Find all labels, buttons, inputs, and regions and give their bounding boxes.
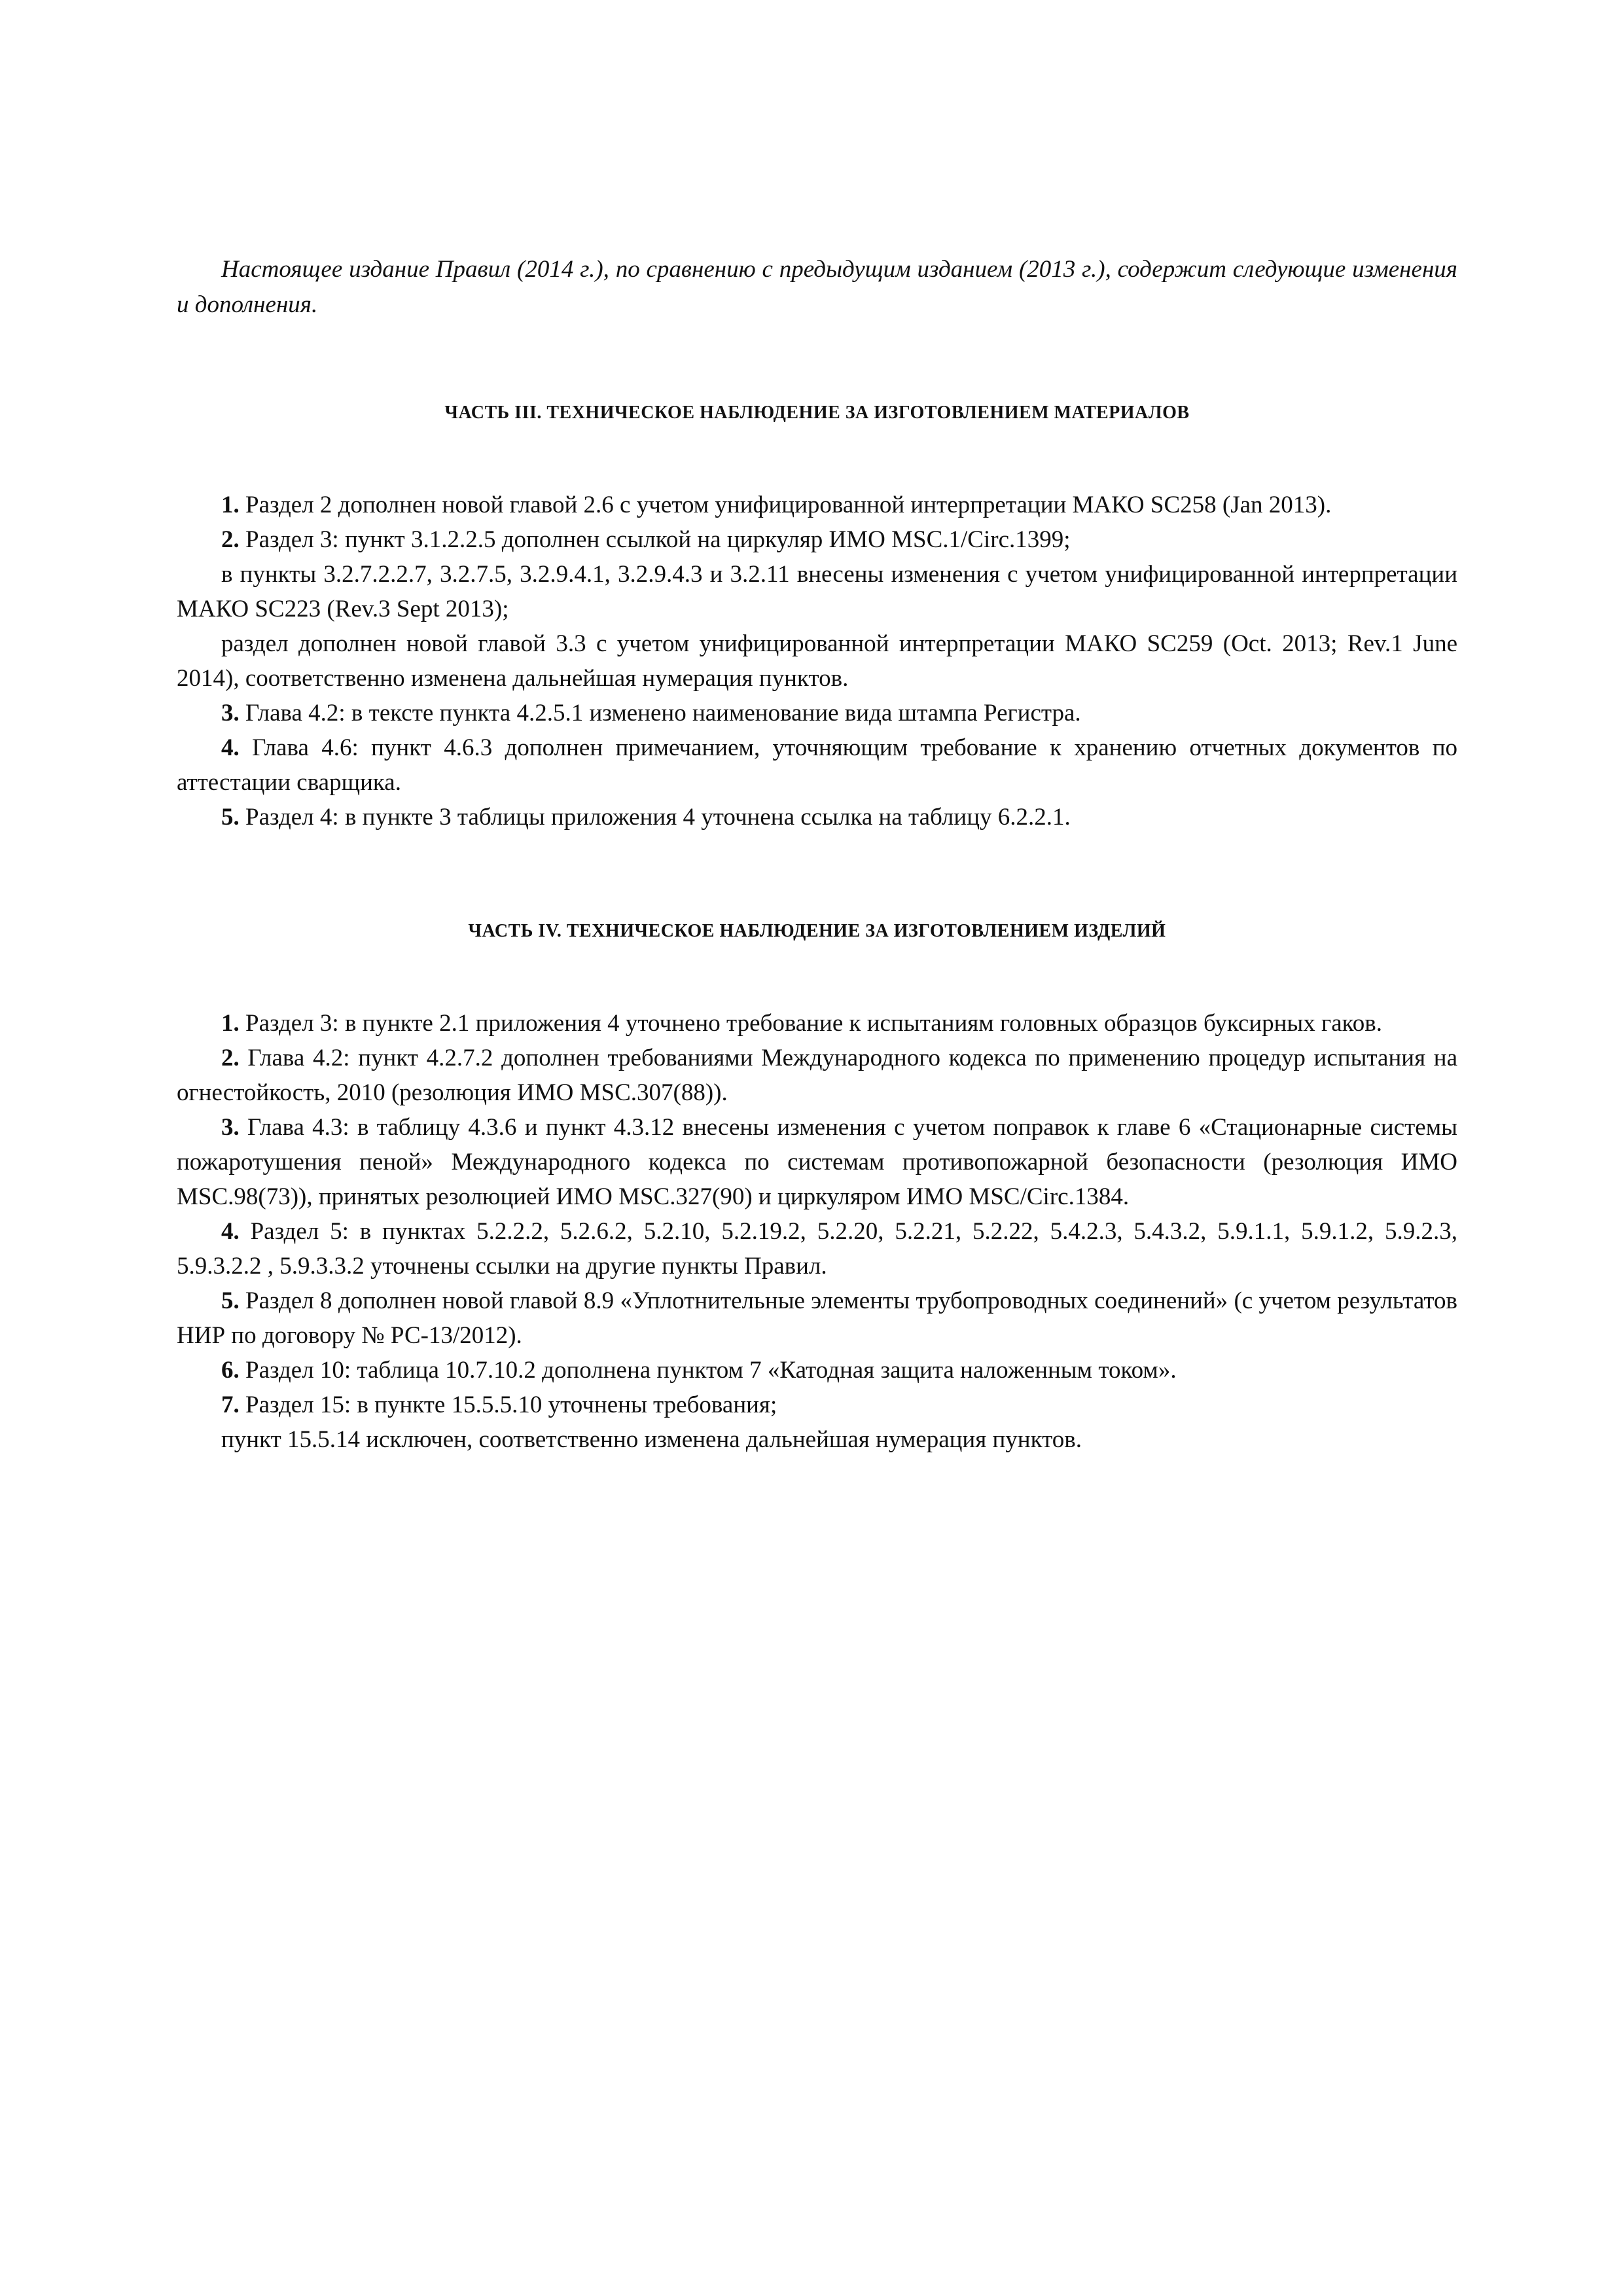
part-iv-item-4 (177, 1214, 1457, 1283)
item-text: Глава 4.2: пункт 4.2.7.2 дополнен требованиями Международного кодекса по применению процедур испытания на огнестойкость, 2010 (резолюция ИМО MSC.307(88)). (177, 1045, 1457, 1106)
item-number: 2. (221, 526, 240, 553)
item-number: 4. (221, 734, 240, 761)
item-number: 5. (221, 1287, 240, 1314)
part-iv-item-7-continuation (177, 1422, 1457, 1457)
part-iii-heading: ЧАСТЬ III. ТЕХНИЧЕСКОЕ НАБЛЮДЕНИЕ ЗА ИЗГОТОВЛЕНИЕМ МАТЕРИАЛОВ (444, 403, 1190, 423)
part-iv-item-2 (177, 1041, 1457, 1110)
part-iii-item-1 (177, 488, 1457, 522)
item-text: Глава 4.2: в тексте пункта 4.2.5.1 изменено наименование вида штампа Регистра. (239, 700, 1081, 726)
part-iii-item-5 (177, 800, 1457, 834)
item-number: 1. (221, 1010, 240, 1037)
item-number: 5. (221, 804, 240, 831)
part-iv-heading: ЧАСТЬ IV. ТЕХНИЧЕСКОЕ НАБЛЮДЕНИЕ ЗА ИЗГОТОВЛЕНИЕМ ИЗДЕЛИЙ (468, 921, 1166, 941)
part-iii-changes-list (177, 488, 1457, 834)
part-iii-item-4 (177, 730, 1457, 800)
item-text: раздел дополнен новой главой 3.3 с учетом унифицированной интерпретации МАКО SC259 (Oct. 2013; Rev.1 June 2014), соответственно изменена дальнейшая нумерация пунктов. (177, 630, 1457, 692)
part-iii-item-2-continuation-b (177, 626, 1457, 696)
item-number: 3. (221, 1114, 240, 1141)
part-iv-changes-list (177, 1006, 1457, 1457)
part-iv-item-3 (177, 1110, 1457, 1214)
item-text: Раздел 8 дополнен новой главой 8.9 «Уплотнительные элементы трубопроводных соединений» (с учетом результатов НИР по договору № РС-13/2012). (177, 1287, 1457, 1349)
part-iii-item-2-continuation-a (177, 557, 1457, 626)
part-iv-item-5 (177, 1283, 1457, 1353)
item-number: 2. (221, 1045, 240, 1071)
item-text: Раздел 3: в пункте 2.1 приложения 4 уточнено требование к испытаниям головных образцов буксирных гаков. (239, 1010, 1382, 1037)
part-iii-item-2 (177, 522, 1457, 557)
item-number: 1. (221, 492, 240, 518)
item-number: 7. (221, 1391, 240, 1418)
item-number: 4. (221, 1218, 240, 1245)
item-text: пункт 15.5.14 исключен, соответственно изменена дальнейшая нумерация пунктов. (221, 1426, 1082, 1453)
part-iv-item-7 (177, 1388, 1457, 1422)
item-text: в пункты 3.2.7.2.2.7, 3.2.7.5, 3.2.9.4.1, 3.2.9.4.3 и 3.2.11 внесены изменения с учетом унифицированной интерпретации МАКО SC223 (Rev.3 Sept 2013); (177, 561, 1457, 622)
item-text: Глава 4.3: в таблицу 4.3.6 и пункт 4.3.12 внесены изменения с учетом поправок к главе 6 «Стационарные системы пожаротушения пеной» Международного кодекса по системам противопожарной безопасности (резолюция ИМО MSC.98(73)), принятых резолюцией ИМО MSC.327(90) и циркуляром ИМО MSC/Circ.1384. (177, 1114, 1457, 1210)
item-text: Раздел 4: в пункте 3 таблицы приложения 4 уточнена ссылка на таблицу 6.2.2.1. (239, 804, 1071, 831)
item-text: Раздел 3: пункт 3.1.2.2.5 дополнен ссылкой на циркуляр ИМО MSC.1/Circ.1399; (239, 526, 1071, 553)
item-text: Глава 4.6: пункт 4.6.3 дополнен примечанием, уточняющим требование к хранению отчетных документов по аттестации сварщика. (177, 734, 1457, 796)
item-text: Раздел 5: в пунктах 5.2.2.2, 5.2.6.2, 5.2.10, 5.2.19.2, 5.2.20, 5.2.21, 5.2.22, 5.4.2.3, 5.4.3.2, 5.9.1.1, 5.9.1.2, 5.9.2.3, 5.9.3.2.2 , 5.9.3.3.2 уточнены ссылки на другие пункты Правил. (177, 1218, 1457, 1280)
item-number: 3. (221, 700, 240, 726)
item-text: Раздел 15: в пункте 15.5.5.10 уточнены требования; (239, 1391, 777, 1418)
item-number: 6. (221, 1357, 240, 1384)
page-content (177, 252, 1457, 1457)
part-iv-item-1 (177, 1006, 1457, 1041)
part-iii-item-3 (177, 696, 1457, 730)
intro-paragraph: Настоящее издание Правил (2014 г.), по сравнению с предыдущим изданием (2013 г.), содержит следующие изменения и дополнения. (177, 256, 1457, 318)
item-text: Раздел 2 дополнен новой главой 2.6 с учетом унифицированной интерпретации МАКО SC258 (Jan 2013). (239, 492, 1332, 518)
part-iv-item-6 (177, 1353, 1457, 1388)
item-text: Раздел 10: таблица 10.7.10.2 дополнена пунктом 7 «Катодная защита наложенным током». (239, 1357, 1177, 1384)
